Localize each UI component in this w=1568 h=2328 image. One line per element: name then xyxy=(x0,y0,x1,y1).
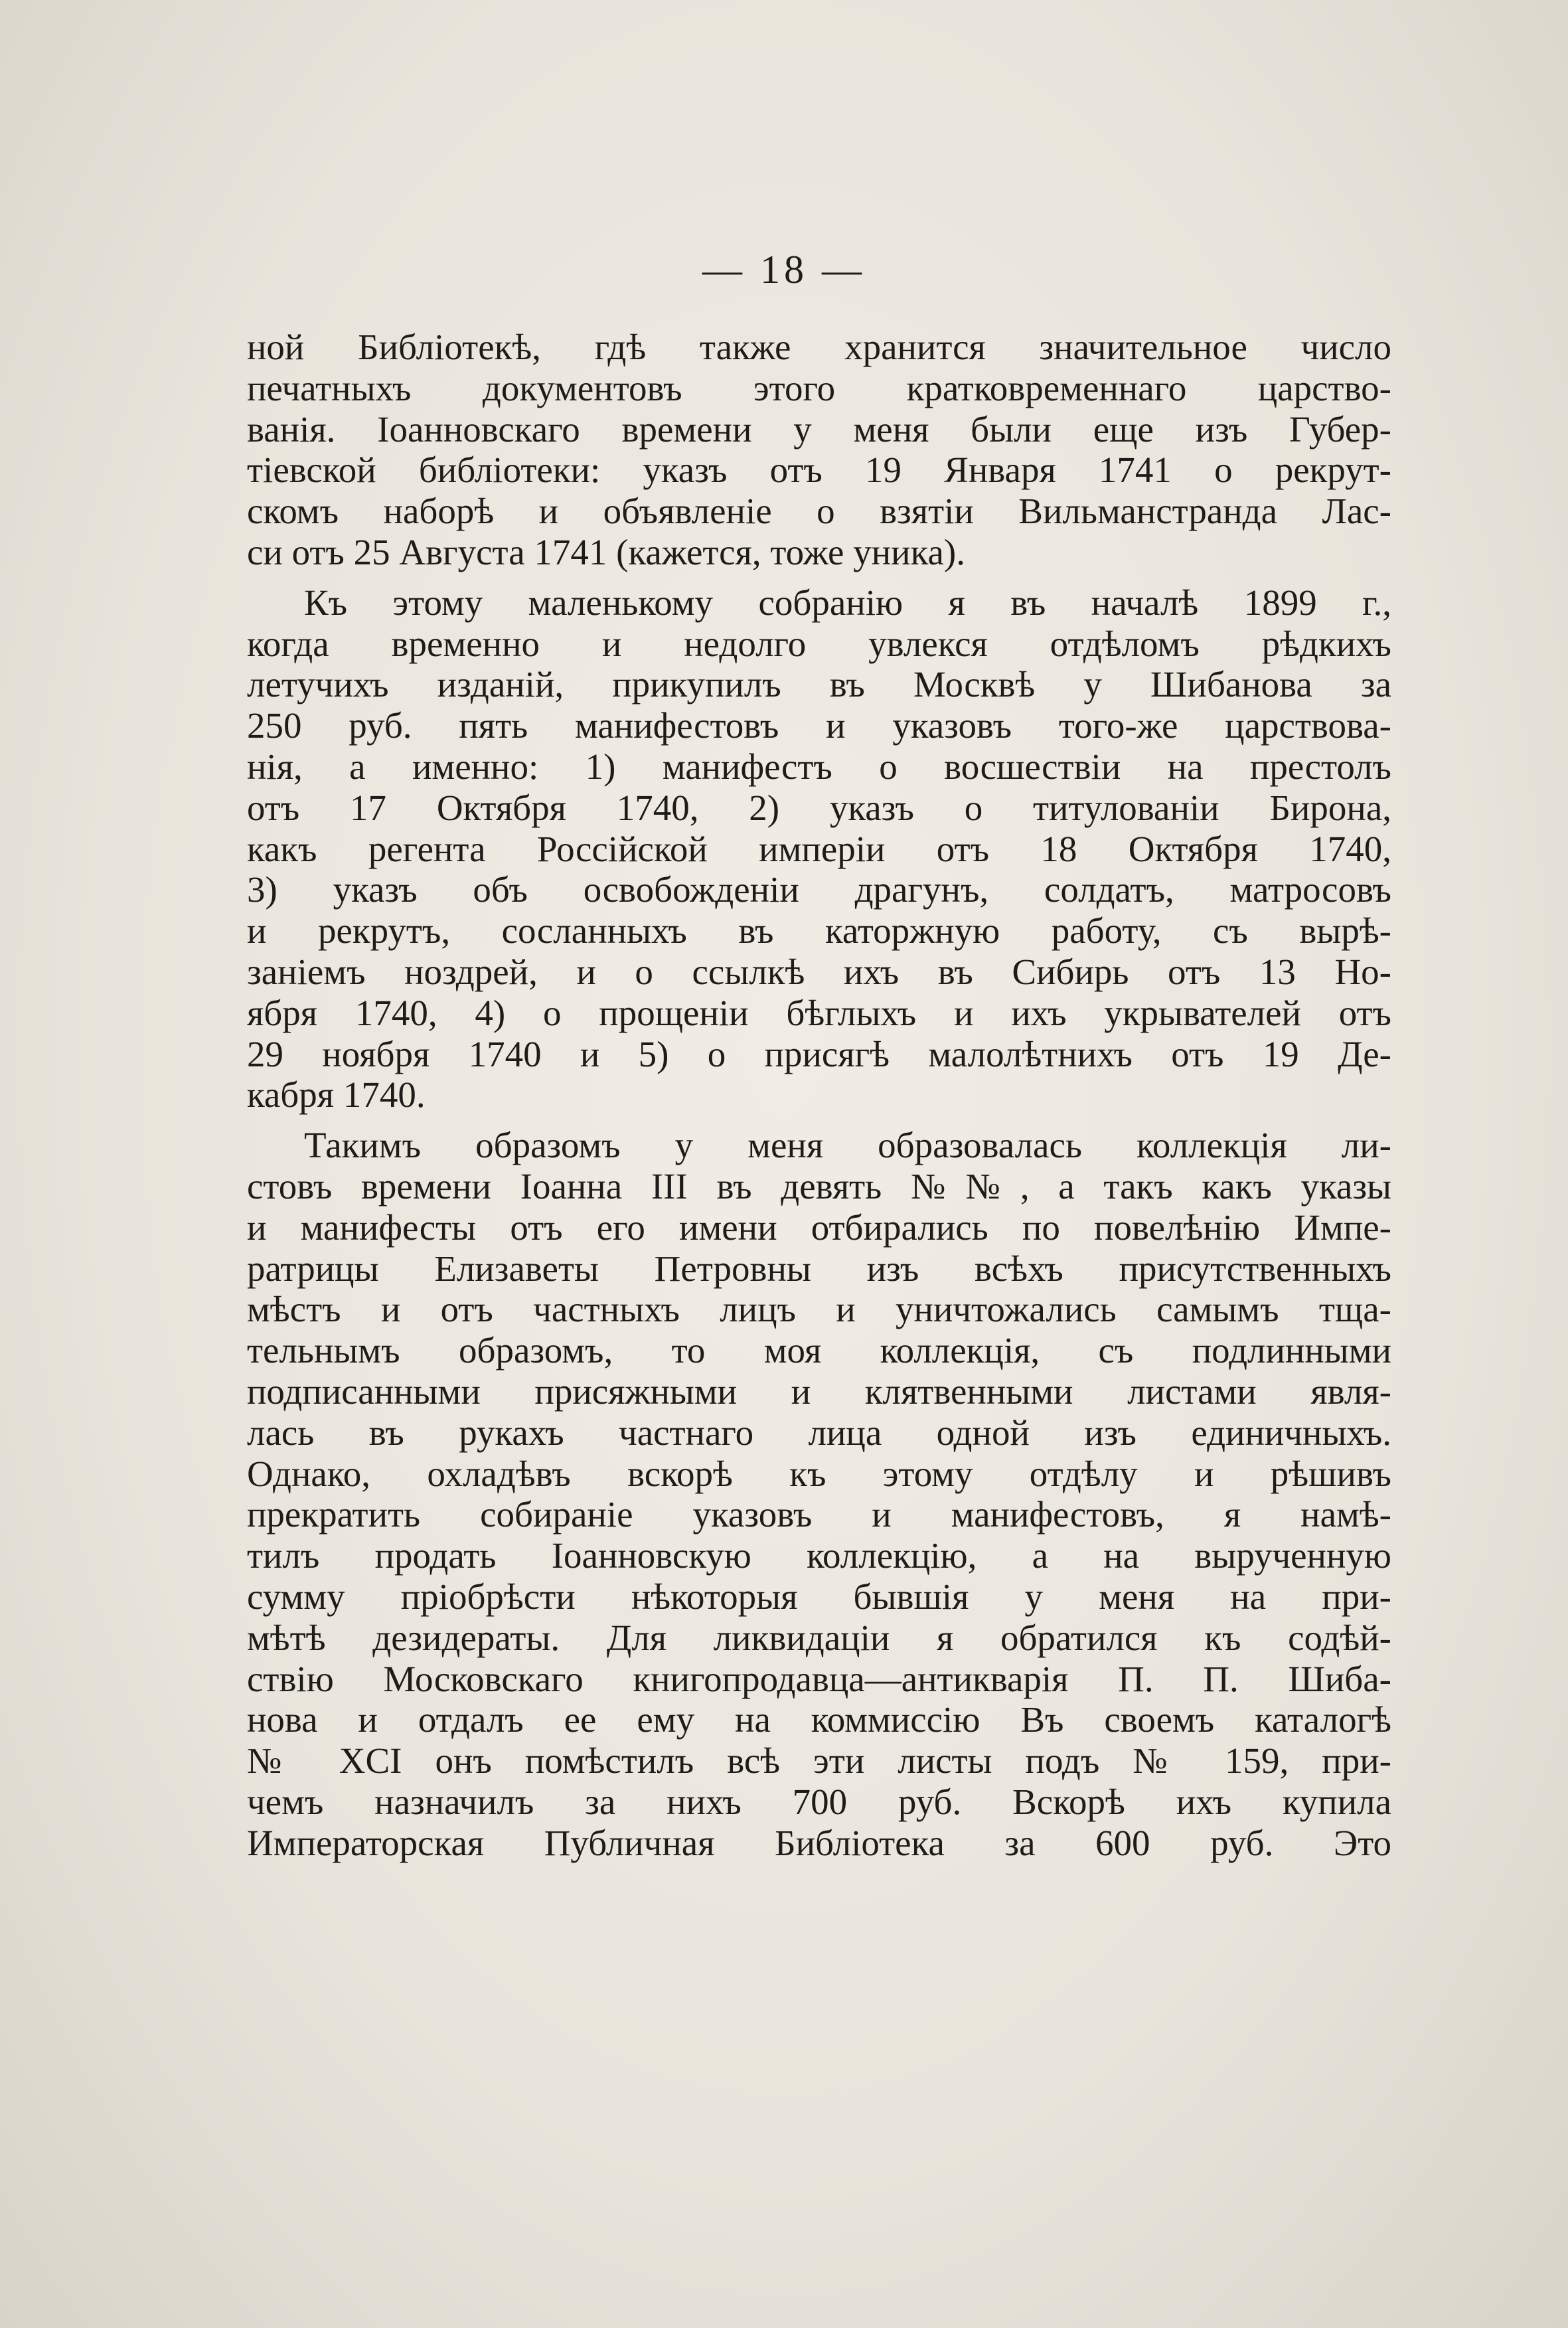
text-line: ствію Московскаго книгопродавца—антикварія П. П. Шиба- xyxy=(247,1658,1391,1699)
text-line: Императорская Публичная Библіотека за 600 руб. Это xyxy=(247,1822,1391,1863)
text-line: 29 ноября 1740 и 5) о присягѣ малолѣтнихъ отъ 19 Де- xyxy=(247,1033,1391,1074)
text-line: чемъ назначилъ за нихъ 700 руб. Вскорѣ ихъ купила xyxy=(247,1781,1391,1822)
body-text xyxy=(247,327,1391,1863)
text-line: тилъ продать Іоанновскую коллекцію, а на вырученную xyxy=(247,1535,1391,1576)
paragraph xyxy=(247,327,1391,573)
text-line: какъ регента Россійской имперіи отъ 18 Октября 1740, xyxy=(247,828,1391,869)
text-line: и манифесты отъ его имени отбирались по повелѣнію Импе- xyxy=(247,1206,1391,1248)
paragraph-gap xyxy=(247,1116,1391,1125)
text-line: 3) указъ объ освобожденіи драгунъ, солдатъ, матросовъ xyxy=(247,869,1391,910)
text-line: Такимъ образомъ у меня образовалась коллекція ли- xyxy=(304,1125,1391,1166)
text-line: нія, а именно: 1) манифестъ о восшествіи на престолъ xyxy=(247,746,1391,787)
text-line: 250 руб. пять манифестовъ и указовъ того-же царствова- xyxy=(247,705,1391,746)
paragraph-gap xyxy=(247,573,1391,582)
text-line: ванія. Іоанновскаго времени у меня были еще изъ Губер- xyxy=(247,408,1391,450)
text-line: № XCI онъ помѣстилъ всѣ эти листы подъ № 159, при- xyxy=(247,1740,1391,1782)
text-line: тельнымъ образомъ, то моя коллекція, съ подлинными xyxy=(247,1330,1391,1371)
page-number: — 18 — xyxy=(702,248,866,291)
text-line: си отъ 25 Августа 1741 (кажется, тоже уника). xyxy=(247,531,965,572)
text-line: подписанными присяжными и клятвенными листами явля- xyxy=(247,1371,1391,1412)
text-line: скомъ наборѣ и объявленіе о взятіи Вильманстранда Лас- xyxy=(247,491,1391,532)
text-line: отъ 17 Октября 1740, 2) указъ о титулованіи Бирона, xyxy=(247,787,1391,828)
text-line: мѣстъ и отъ частныхъ лицъ и уничтожались самымъ тща- xyxy=(247,1289,1391,1330)
paragraph xyxy=(247,582,1391,1116)
text-line: ной Библіотекѣ, гдѣ также хранится значительное число xyxy=(247,327,1391,367)
text-line: лась въ рукахъ частнаго лица одной изъ единичныхъ. xyxy=(247,1412,1391,1453)
text-line: когда временно и недолго увлекся отдѣломъ рѣдкихъ xyxy=(247,623,1391,664)
text-line: тіевской библіотеки: указъ отъ 19 Января 1741 о рекрут- xyxy=(247,450,1391,491)
text-line: Однако, охладѣвъ вскорѣ къ этому отдѣлу и рѣшивъ xyxy=(247,1453,1391,1494)
text-line: мѣтѣ дезидераты. Для ликвидаціи я обратился къ содѣй- xyxy=(247,1617,1391,1658)
text-line: ября 1740, 4) о прощеніи бѣглыхъ и ихъ укрывателей отъ xyxy=(247,992,1391,1033)
text-line: нова и отдалъ ее ему на коммиссію Въ своемъ каталогѣ xyxy=(247,1699,1391,1740)
text-line: ратрицы Елизаветы Петровны изъ всѣхъ присутственныхъ xyxy=(247,1248,1391,1289)
paragraph xyxy=(247,1125,1391,1863)
text-line: летучихъ изданій, прикупилъ въ Москвѣ у Шибанова за xyxy=(247,664,1391,705)
text-line: и рекрутъ, сосланныхъ въ каторжную работу, съ вырѣ- xyxy=(247,910,1391,952)
text-line: кабря 1740. xyxy=(247,1074,426,1116)
text-line: сумму пріобрѣсти нѣкоторыя бывшія у меня на при- xyxy=(247,1576,1391,1617)
text-line: стовъ времени Іоанна III въ девять №№, а такъ какъ указы xyxy=(247,1165,1391,1206)
text-line: Къ этому маленькому собранію я въ началѣ 1899 г., xyxy=(304,582,1391,623)
text-line: заніемъ ноздрей, и о ссылкѣ ихъ въ Сибирь отъ 13 Но- xyxy=(247,951,1391,992)
text-line: печатныхъ документовъ этого кратковременнаго царство- xyxy=(247,367,1391,408)
text-line: прекратить собираніе указовъ и манифестовъ, я намѣ- xyxy=(247,1494,1391,1535)
